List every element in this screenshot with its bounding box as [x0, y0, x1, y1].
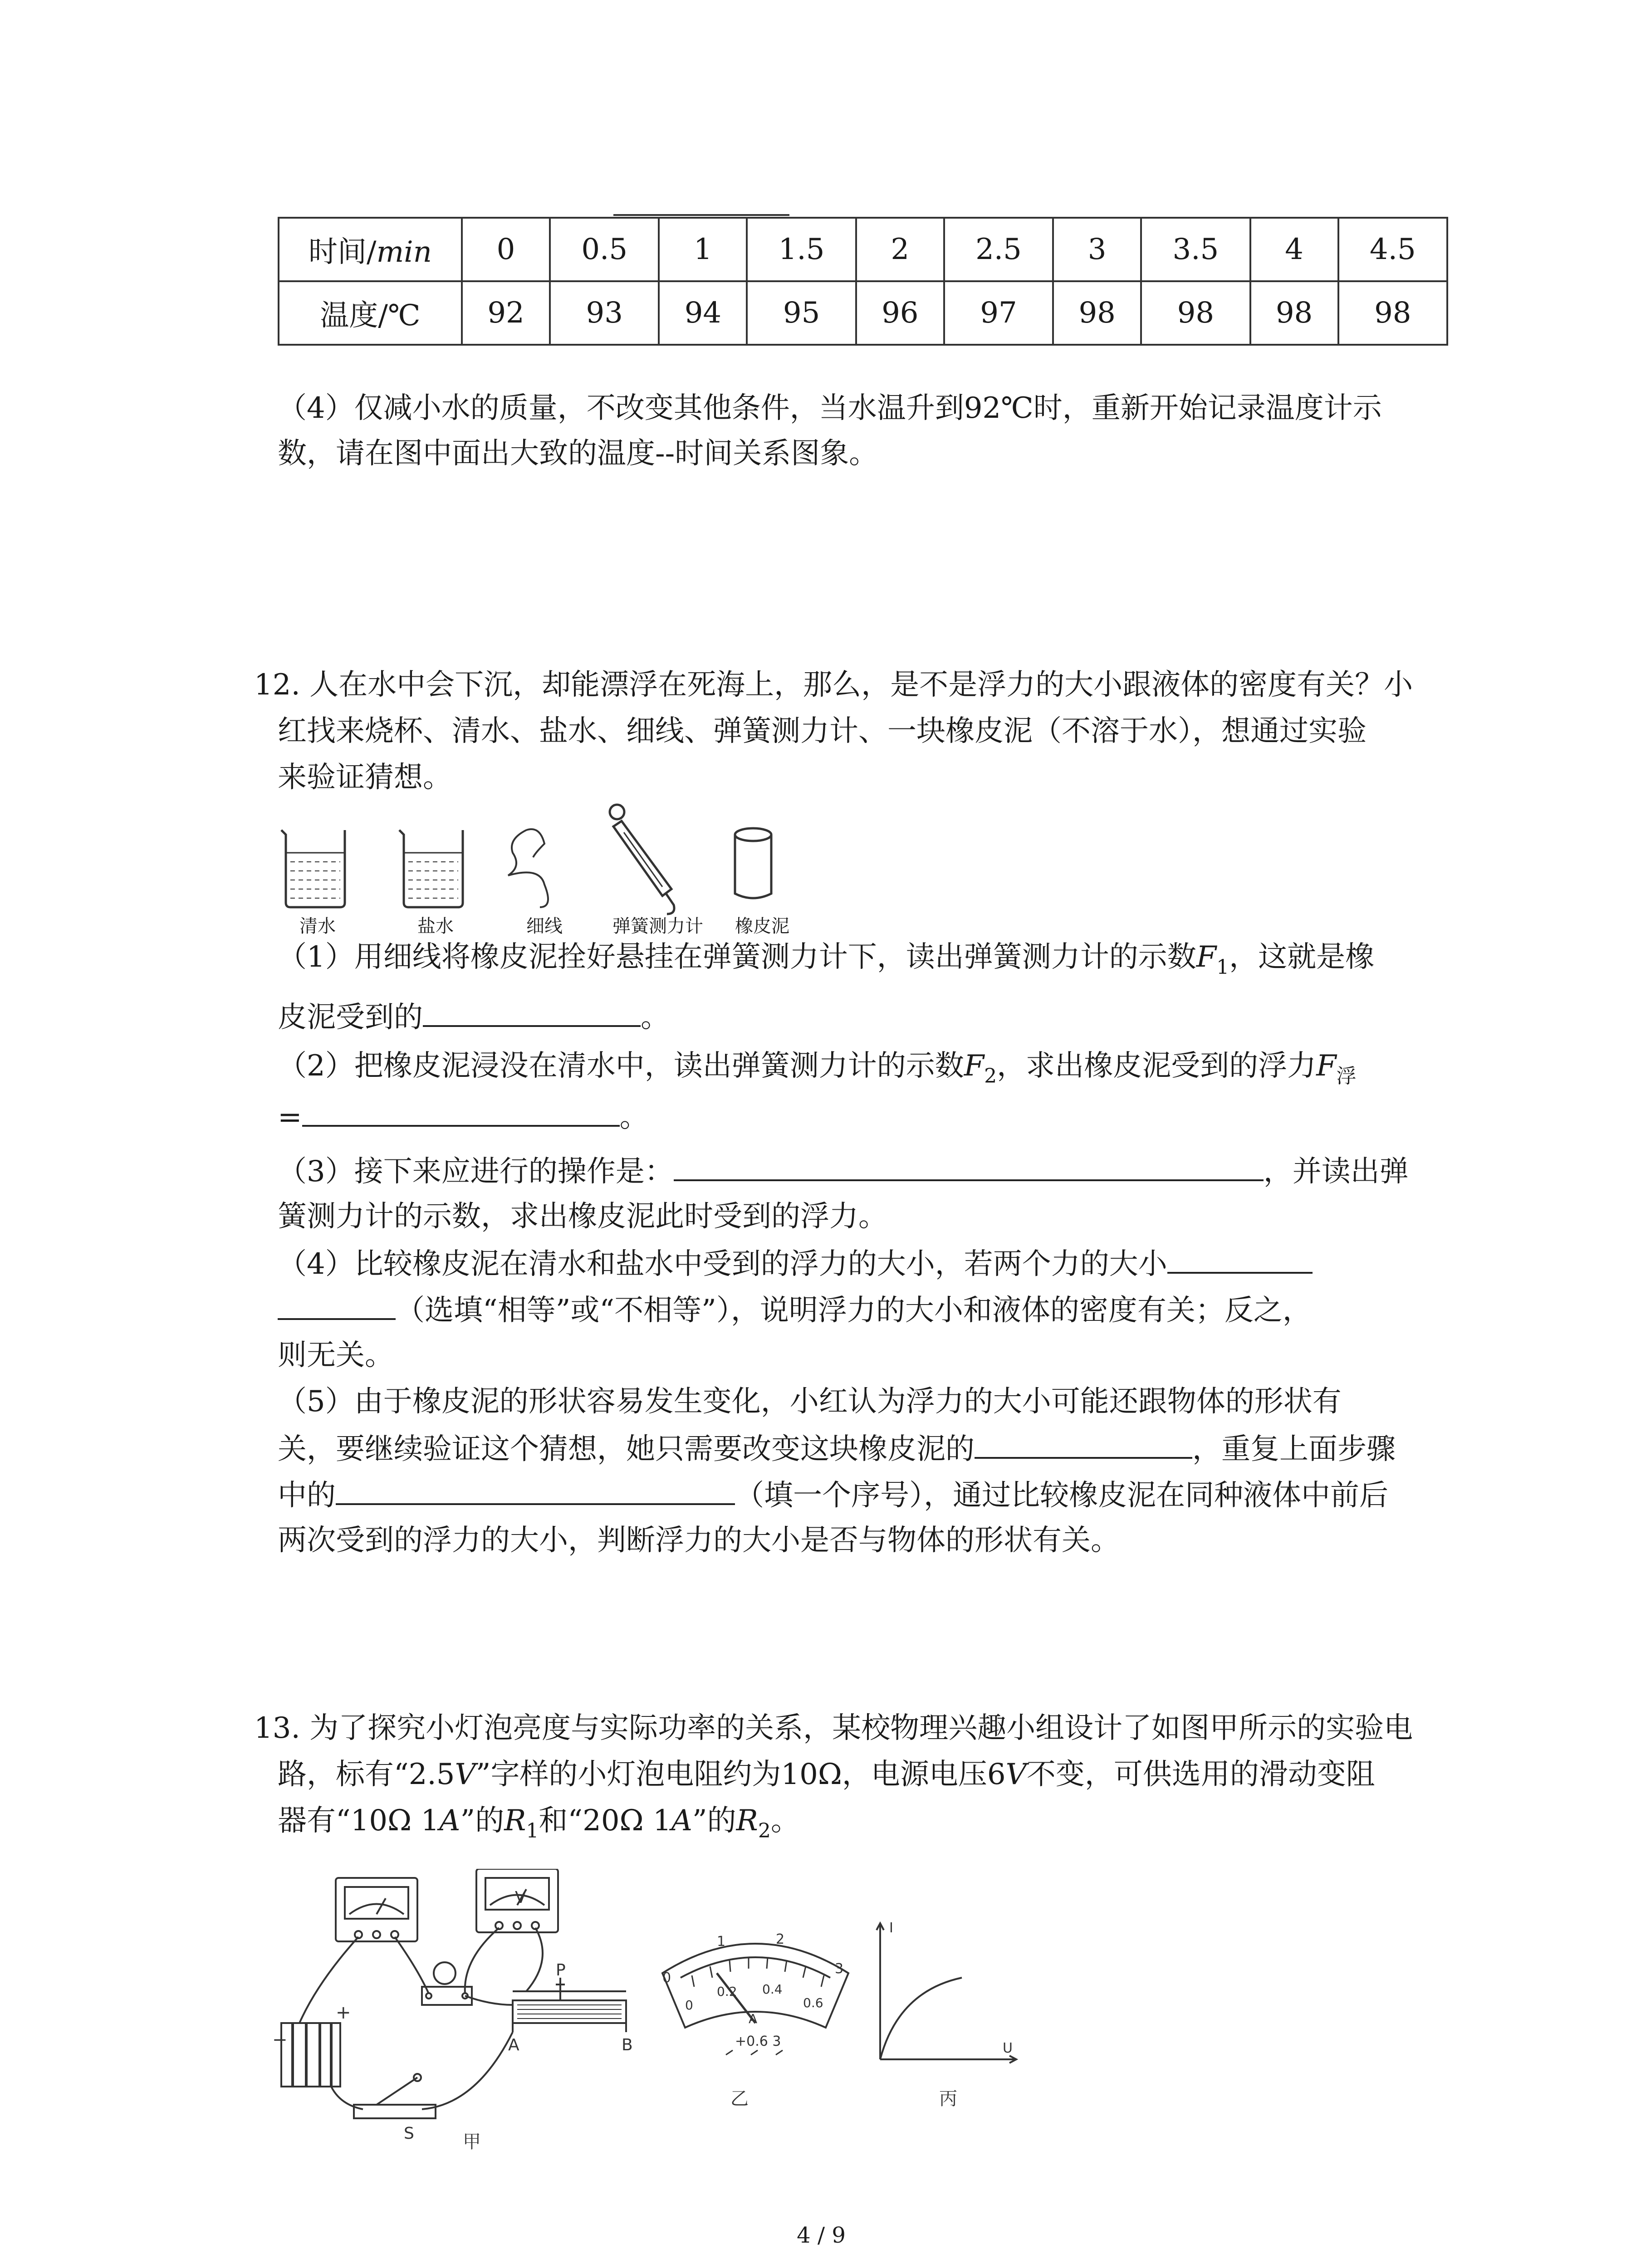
temperature-time-table	[278, 217, 1448, 346]
label-spring-scale: 弹簧测力计	[612, 916, 703, 937]
q12-part4: （4）比较橡皮泥在清水和盐水中受到的浮力的大小，若两个力的大小	[278, 1240, 1457, 1287]
dial-top-3: 3	[835, 1961, 844, 1977]
q12-part5-line2: 关，要继续验证这个猜想，她只需要改变这块橡皮泥的 ，重复上面步骤	[278, 1425, 1457, 1472]
figure-label-yi: 乙	[730, 2088, 749, 2109]
dial-top-0: 0	[662, 1970, 671, 1986]
dial-top-1: 1	[717, 1934, 726, 1950]
voltmeter-V-label: V	[515, 1888, 526, 1907]
table-cell: 98	[1053, 281, 1141, 345]
label-thread: 细线	[526, 916, 563, 937]
table-top-line	[613, 214, 789, 216]
rheostat-B-label: B	[622, 2036, 633, 2054]
figure-label-jia: 甲	[463, 2131, 481, 2150]
wire	[422, 2032, 513, 2109]
q12-part5-line3: 中的 （填一个序号），通过比较橡皮泥在同种液体中前后	[278, 1471, 1457, 1518]
wire	[465, 1928, 499, 1994]
q12-intro-line3: 来验证猜想。	[278, 761, 452, 794]
wire	[331, 2087, 363, 2109]
rheostat-P-label: P	[556, 1961, 566, 1980]
table-cell: 4	[1250, 218, 1338, 281]
table-cell: 1.5	[747, 218, 856, 281]
ammeter-box-icon	[336, 1878, 417, 1941]
q12-part5-line4: 两次受到的浮力的大小，判断浮力的大小是否与物体的形状有关。	[278, 1524, 1120, 1557]
q12-blank-1[interactable]	[423, 993, 641, 1027]
table-header-time: 时间/min	[279, 218, 462, 281]
table-cell: 98	[1250, 281, 1338, 345]
q12-part2: （2）把橡皮泥浸没在清水中，读出弹簧测力计的示数$F_2$，求出橡皮泥受到的浮力$F_浮$	[278, 1049, 1357, 1088]
spring-scale-icon	[610, 805, 674, 914]
table-cell: 92	[462, 281, 550, 345]
switch-icon	[354, 2074, 436, 2118]
table-row	[279, 281, 1447, 345]
q11-part4-line2: 数，请在图中面出大致的温度--时间关系图象。	[278, 437, 878, 470]
q13-line1: 13. 为了探究小灯泡亮度与实际功率的关系，某校物理兴趣小组设计了如图甲所示的实验电	[254, 1711, 1413, 1745]
clay-cylinder-icon	[735, 828, 771, 898]
q12-blank-4a[interactable]	[1167, 1240, 1313, 1274]
table-cell: 3	[1053, 218, 1141, 281]
dial-unit: A	[749, 2011, 758, 2026]
dial-top-2: 2	[776, 1931, 785, 1947]
dial-terminals: +0.6 3	[735, 2033, 781, 2049]
table-cell: 98	[1338, 281, 1447, 345]
table-cell: 0	[462, 218, 550, 281]
rheostat-A-label: A	[508, 2036, 519, 2054]
q12-part3: （3）接下来应进行的操作是： ，并读出弹	[278, 1148, 1457, 1194]
iu-curve	[880, 1978, 962, 2059]
q11-part4-line1: （4）仅减小水的质量，不改变其他条件，当水温升到92℃时，重新开始记录温度计示	[278, 391, 1382, 425]
table-cell: 94	[659, 281, 747, 345]
q12-part1-cont: 皮泥受到的 。	[278, 993, 1457, 1040]
table-cell: 1	[659, 218, 747, 281]
table-cell: 2	[856, 218, 944, 281]
table-cell: 3.5	[1141, 218, 1250, 281]
dial-bottom-1: 0.2	[717, 1984, 737, 1999]
label-water: 清水	[299, 916, 336, 937]
q12-part2-cont: = 。	[278, 1093, 1457, 1140]
q13-line2: 路，标有“2.5V”字样的小灯泡电阻约为10Ω，电源电压6V不变，可供选用的滑动变阻	[278, 1758, 1375, 1791]
table-cell: 4.5	[1338, 218, 1447, 281]
q12-blank-2[interactable]	[302, 1093, 620, 1127]
q12-intro-line1: 12. 人在水中会下沉，却能漂浮在死海上，那么，是不是浮力的大小跟液体的密度有关？小	[254, 668, 1413, 702]
table-cell: 98	[1141, 281, 1250, 345]
q12-blank-5b[interactable]	[336, 1471, 735, 1505]
table-cell: 0.5	[550, 218, 659, 281]
dial-bottom-3: 0.6	[803, 1995, 823, 2010]
wire	[395, 1937, 429, 1994]
table-cell: 93	[550, 281, 659, 345]
table-cell: 95	[747, 281, 856, 345]
table-cell: 97	[944, 281, 1053, 345]
q12-part3-cont: 簧测力计的示数，求出橡皮泥此时受到的浮力。	[278, 1200, 887, 1233]
q12-part5-line1: （5）由于橡皮泥的形状容易发生变化，小红认为浮力的大小可能还跟物体的形状有	[278, 1385, 1342, 1418]
q13-line3: 器有“10Ω 1A”的$R_1$和“20Ω 1A”的$R_2$。	[278, 1804, 800, 1843]
label-clay: 橡皮泥	[735, 916, 789, 937]
q12-blank-5a[interactable]	[975, 1425, 1192, 1459]
q12-part4-cont: （选填“相等”或“不相等”），说明浮力的大小和液体的密度有关；反之，	[278, 1286, 1457, 1333]
battery-minus-label: −	[272, 2029, 288, 2050]
figure-label-bing: 丙	[939, 2088, 957, 2109]
table-row	[279, 218, 1447, 281]
page-number: 4 / 9	[797, 2223, 846, 2248]
battery-icon	[281, 2023, 340, 2087]
beaker-water-icon	[281, 830, 345, 907]
thread-icon	[508, 829, 548, 907]
beaker-saltwater-icon	[399, 830, 463, 907]
q12-part4-end: 则无关。	[278, 1339, 394, 1372]
ammeter-dial-yi	[653, 1919, 857, 2109]
q12-blank-3[interactable]	[674, 1148, 1264, 1181]
q12-intro-line2: 红找来烧杯、清水、盐水、细线、弹簧测力计、一块橡皮泥（不溶于水），想通过实验	[278, 714, 1367, 748]
table-cell: 96	[856, 281, 944, 345]
table-cell: 2.5	[944, 218, 1053, 281]
q12-part1: （1）用细线将橡皮泥拴好悬挂在弹簧测力计下，读出弹簧测力计的示数$F_1$，这就是橡	[278, 940, 1375, 979]
label-saltwater: 盐水	[417, 916, 454, 937]
q12-blank-4b[interactable]	[278, 1286, 396, 1320]
dial-bottom-2: 0.4	[762, 1982, 783, 1997]
battery-plus-label: +	[336, 2002, 351, 2023]
switch-S-label: S	[404, 2124, 414, 2143]
wire	[526, 1928, 543, 1991]
table-header-temp: 温度/℃	[279, 281, 462, 345]
axis-U-label: U	[1003, 2040, 1013, 2056]
iu-graph-bing	[871, 1914, 1025, 2109]
axis-I-label: I	[889, 1920, 893, 1936]
dial-bottom-0: 0	[685, 1998, 693, 2013]
